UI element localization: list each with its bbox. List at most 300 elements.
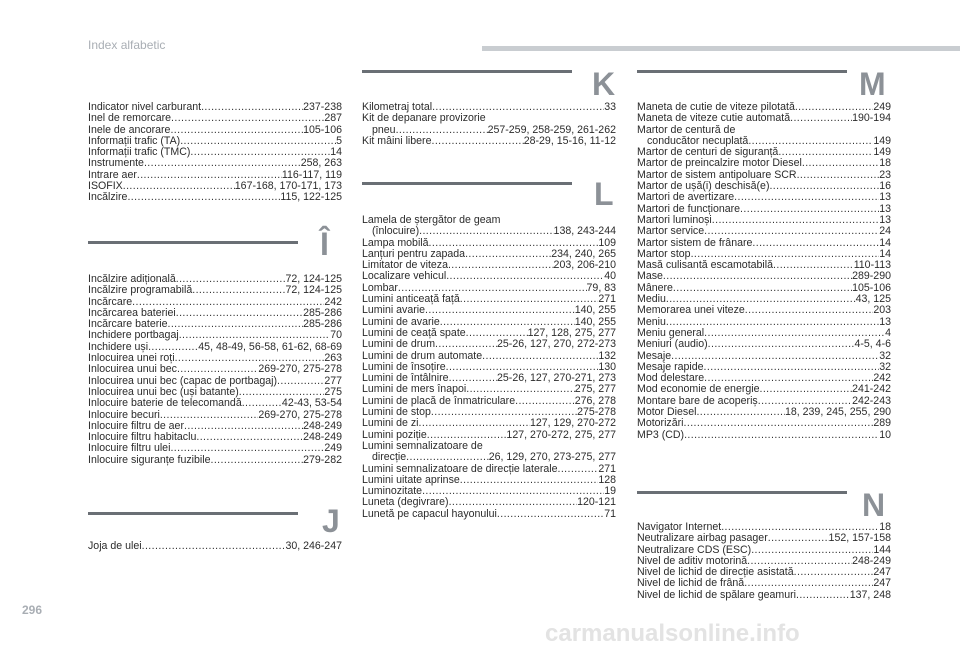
page-ref: 4-5, 4-6	[854, 339, 891, 351]
dot-leader	[179, 330, 331, 341]
page-ref: 137, 248	[849, 589, 891, 601]
page-ref: 70	[330, 330, 342, 342]
dot-leader	[177, 364, 258, 375]
index-term: Martor de centuri de siguranță	[637, 147, 779, 159]
index-term: Maneta de viteze cutie automată	[637, 113, 791, 125]
dot-leader	[432, 102, 604, 113]
index-term: Lumini de zi	[362, 418, 419, 430]
index-term: Neutralizare airbag pasager	[637, 533, 768, 545]
dot-leader	[691, 249, 880, 260]
dot-leader	[673, 283, 852, 294]
page-ref: 248-249	[303, 420, 342, 432]
index-term: Motor Diesel	[637, 407, 697, 419]
index-term: Luneta (degivrare)	[362, 497, 449, 509]
page-ref: 275-278	[577, 407, 616, 419]
index-term: Înlocuire baterie de telecomandă	[88, 398, 242, 410]
index-term: Localizare vehicul	[362, 271, 447, 283]
index-term: Martori luminoși	[637, 214, 712, 226]
index-term: Înlocuire siguranțe fuzibile	[88, 454, 211, 466]
dot-leader	[431, 407, 577, 418]
page-ref: 234, 240, 265	[551, 248, 616, 260]
index-entry	[88, 319, 342, 330]
index-entry	[362, 294, 616, 305]
index-term: Inele de ancorare	[88, 124, 171, 136]
index-entry	[88, 455, 342, 466]
dot-leader	[429, 238, 599, 249]
index-entry	[88, 170, 342, 181]
page-ref: 72, 124-125	[285, 285, 342, 297]
index-entry	[362, 125, 616, 136]
index-entry	[637, 238, 891, 249]
section-rule-m	[637, 70, 847, 73]
page-ref: 144	[873, 544, 891, 556]
index-term: Lumini de avarie	[362, 316, 440, 328]
index-term: Lumini de întâlnire	[362, 373, 449, 385]
index-entry	[362, 317, 616, 328]
dot-leader	[242, 398, 282, 409]
index-entry	[362, 373, 616, 384]
index-block-j	[88, 541, 342, 552]
page-ref: 289-290	[852, 271, 891, 283]
page-ref: 105-106	[303, 124, 342, 136]
index-entry	[637, 260, 891, 271]
dot-leader	[778, 147, 873, 158]
index-entry	[362, 396, 616, 407]
dot-leader	[176, 308, 303, 319]
index-term: MP3 (CD)	[637, 429, 685, 441]
index-term: Mesaje	[637, 350, 672, 362]
index-block-l	[362, 215, 616, 520]
page-ref: 241-242	[852, 384, 891, 396]
page-ref: 140, 255	[574, 316, 616, 328]
page-ref: 32	[879, 361, 891, 373]
dot-leader	[663, 271, 852, 282]
dot-leader	[558, 464, 599, 475]
index-entry	[362, 497, 616, 508]
index-term: Lumini de drum automate	[362, 350, 483, 362]
dot-leader	[769, 181, 879, 192]
index-term: Informații trafic (TMC)	[88, 147, 191, 159]
dot-leader	[712, 215, 879, 226]
index-entry	[88, 125, 342, 136]
index-entry	[362, 418, 616, 429]
dot-leader	[160, 410, 259, 421]
page-ref: 263	[324, 353, 342, 365]
index-entry	[88, 364, 342, 375]
dot-leader	[184, 421, 303, 432]
dot-leader	[768, 533, 829, 544]
page-ref: 271	[598, 463, 616, 475]
section-rule-i	[88, 241, 298, 244]
dot-leader	[448, 260, 554, 271]
index-term: Luminozitate	[362, 486, 423, 498]
index-entry	[362, 136, 616, 147]
page-ref: 130	[598, 361, 616, 373]
index-term: Încălzire	[88, 192, 128, 204]
index-term: Informații trafic (TA)	[88, 135, 181, 147]
page-ref: 25-26, 127, 270-271, 273	[497, 373, 616, 385]
index-term: Martori de avertizare	[637, 192, 735, 204]
page-ref: 285-286	[303, 319, 342, 331]
dot-leader	[704, 373, 873, 384]
index-term: ISOFIX	[88, 181, 123, 193]
index-term: Navigator Internet	[637, 522, 722, 533]
page-ref: 42-43, 53-54	[281, 398, 342, 410]
index-entry	[637, 590, 891, 601]
dot-leader	[406, 452, 489, 463]
page-ref: 71	[604, 508, 616, 520]
dot-leader	[239, 387, 325, 398]
index-term: Lumini de placă de înmatriculare	[362, 395, 516, 407]
dot-leader	[175, 353, 325, 364]
index-entry	[362, 384, 616, 395]
index-block-k	[362, 102, 616, 147]
index-term: Lumini de însoțire	[362, 361, 446, 373]
page-ref: 279-282	[303, 454, 342, 466]
index-entry	[362, 351, 616, 362]
index-entry	[637, 418, 891, 429]
page-ref: 276, 278	[574, 395, 616, 407]
page-ref: 242-243	[852, 395, 891, 407]
index-entry	[362, 249, 616, 260]
page-ref: 23	[879, 169, 891, 181]
page-ref: 138, 243-244	[553, 226, 616, 238]
dot-leader	[666, 294, 856, 305]
dot-leader	[422, 486, 604, 497]
page-ref: 45, 48-49, 56-58, 61-62, 68-69	[198, 341, 342, 353]
page-number: 296	[22, 603, 43, 617]
index-term: Martor de preincalzire motor Diesel	[637, 158, 802, 170]
page-ref: 247	[873, 567, 891, 579]
dot-leader	[752, 238, 879, 249]
page-ref: 190-194	[852, 113, 891, 125]
page-ref: 127, 270-272, 275, 277	[506, 429, 616, 441]
index-term: Mânere	[637, 282, 673, 294]
dot-leader	[797, 170, 880, 181]
index-block-m	[637, 102, 891, 441]
page-ref: 277	[324, 375, 342, 387]
index-entry	[88, 330, 342, 341]
index-term: Închidere uși	[88, 341, 149, 353]
index-entry	[637, 136, 891, 147]
section-rule-k	[362, 70, 572, 73]
index-entry	[637, 158, 891, 169]
index-entry	[88, 443, 342, 454]
index-term: Lumini de stop	[362, 407, 431, 419]
index-term: Lampa mobilă	[362, 237, 429, 249]
index-term: Martor de sistem antipoluare SCR	[637, 169, 797, 181]
index-entry	[362, 430, 616, 441]
page-ref: 110-113	[853, 260, 891, 272]
page-ref: 203	[873, 305, 891, 317]
index-entry	[88, 432, 342, 443]
dot-leader	[449, 373, 497, 384]
page-ref: 18	[879, 522, 891, 533]
page-ref: 30, 246-247	[285, 541, 342, 552]
index-block-n	[637, 522, 891, 601]
page-ref: 13	[879, 214, 891, 226]
watermark-text: carmanualsonline.info	[545, 620, 800, 647]
dot-leader	[671, 351, 879, 362]
index-entry	[362, 260, 616, 271]
index-entry	[637, 192, 891, 203]
page-ref: 249	[873, 102, 891, 113]
index-entry	[637, 305, 891, 316]
dot-leader	[794, 567, 874, 578]
index-entry	[88, 158, 342, 169]
dot-leader	[460, 294, 599, 305]
dot-leader	[127, 192, 280, 203]
index-entry	[362, 305, 616, 316]
page-ref: 167-168, 170-171, 173	[234, 181, 342, 193]
section-letter-k: K	[592, 66, 616, 102]
index-entry	[88, 541, 342, 552]
index-entry	[637, 113, 891, 124]
index-entry	[637, 351, 891, 362]
index-entry	[362, 328, 616, 339]
index-term: Încălzire programabilă	[88, 285, 193, 297]
dot-leader	[123, 181, 235, 192]
index-entry	[362, 339, 616, 350]
index-term: Mod economie de energie	[637, 384, 760, 396]
index-term: Martor stop	[637, 248, 691, 260]
index-entry	[637, 204, 891, 215]
index-term: Neutralizare CDS (ESC)	[637, 544, 752, 556]
section-rule-n	[637, 491, 847, 494]
dot-leader	[449, 497, 578, 508]
page-ref: 248-249	[303, 432, 342, 444]
dot-leader	[148, 342, 198, 353]
dot-leader	[398, 283, 587, 294]
page-ref: 127, 129, 270-272	[529, 418, 616, 430]
index-term: Încărcare baterie	[88, 319, 168, 331]
page-ref: 5	[336, 135, 342, 147]
page-ref: 249	[324, 443, 342, 455]
index-term: Martori de funcționare	[637, 203, 741, 215]
index-term: Lumini de drum	[362, 339, 436, 351]
index-entry	[88, 297, 342, 308]
index-term: Kilometraj total	[362, 102, 433, 113]
index-term: Montare bare de acoperiș	[637, 395, 758, 407]
index-entry	[88, 102, 342, 113]
page-ref: 275	[324, 386, 342, 398]
page-ref: 120-121	[577, 497, 616, 509]
index-term: Mesaje rapide	[637, 361, 704, 373]
dot-leader	[790, 113, 852, 124]
index-term: Nivel de aditiv motorină	[637, 555, 748, 567]
page-ref: 24	[879, 226, 891, 238]
dot-leader	[440, 317, 575, 328]
dot-leader	[704, 328, 885, 339]
dot-leader	[760, 384, 853, 395]
index-entry	[637, 545, 891, 556]
dot-leader	[196, 432, 303, 443]
index-entry	[88, 285, 342, 296]
dot-leader	[751, 545, 873, 556]
page-ref: 14	[330, 147, 342, 159]
index-term: Instrumente	[88, 158, 144, 170]
dot-leader	[704, 226, 879, 237]
dot-leader	[802, 158, 879, 169]
index-term: Intrare aer	[88, 169, 137, 181]
index-entry	[637, 215, 891, 226]
page-ref: 32	[879, 350, 891, 362]
dot-leader	[446, 362, 599, 373]
index-term: Lunetă pe capacul hayonului	[362, 508, 497, 520]
page-ref: 14	[879, 237, 891, 249]
page-ref: 242	[324, 296, 342, 308]
dot-leader	[176, 274, 286, 285]
index-entry	[637, 339, 891, 350]
section-letter-j: J	[322, 503, 340, 539]
dot-leader	[796, 590, 850, 601]
index-entry	[88, 113, 342, 124]
page-ref: 287	[324, 113, 342, 125]
dot-leader	[745, 305, 874, 316]
index-entry	[637, 567, 891, 578]
section-rule-l	[362, 182, 572, 185]
page-ref: 28-29, 15-16, 11-12	[523, 135, 616, 147]
index-term: Înlocuirea unui bec (capac de portbagaj)	[88, 375, 278, 387]
page-ref: 72, 124-125	[285, 274, 342, 285]
index-block-i-circumflex	[88, 274, 342, 466]
index-entry	[88, 376, 342, 387]
page-header-title: Index alfabetic	[88, 38, 166, 52]
page-ref: 132	[598, 350, 616, 362]
page-ref: 257-259, 258-259, 261-262	[487, 124, 616, 136]
index-term: Nivel de lichid de direcție asistată	[637, 567, 794, 579]
index-entry	[637, 430, 891, 441]
dot-leader	[180, 136, 336, 147]
index-entry	[637, 181, 891, 192]
page-ref: 79, 83	[586, 282, 616, 294]
page-ref: 289	[873, 418, 891, 430]
page-ref: 13	[879, 203, 891, 215]
dot-leader	[277, 376, 324, 387]
page-ref: 25-26, 127, 270, 272-273	[497, 339, 616, 351]
dot-leader	[747, 556, 852, 567]
section-letter-n: N	[862, 487, 886, 523]
page-ref: 33	[604, 102, 616, 113]
dot-leader	[497, 509, 604, 520]
page-ref: 128	[598, 474, 616, 486]
page-ref: 19	[604, 486, 616, 498]
page-ref: 275, 277	[574, 384, 616, 396]
index-entry	[362, 226, 616, 237]
dot-leader	[211, 455, 304, 466]
page-ref: 149	[873, 147, 891, 159]
dot-leader	[795, 102, 873, 113]
index-entry	[637, 328, 891, 339]
index-entry	[88, 274, 342, 285]
index-term: Înlocuirea unui bec (uși batante)	[88, 386, 239, 398]
index-term: Nivel de lichid de spălare geamuri	[637, 589, 796, 601]
index-entry	[637, 317, 891, 328]
page-ref: 10	[879, 429, 891, 441]
dot-leader	[168, 319, 304, 330]
dot-leader	[132, 297, 324, 308]
index-entry	[362, 283, 616, 294]
page-ref: 152, 157-158	[828, 533, 891, 545]
index-entry	[88, 398, 342, 409]
dot-leader	[419, 418, 530, 429]
index-entry	[88, 136, 342, 147]
dot-leader	[142, 541, 286, 552]
dot-leader	[170, 125, 303, 136]
index-term: Memorarea unei viteze	[637, 305, 745, 317]
dot-leader	[466, 328, 528, 339]
page-ref: 115, 122-125	[280, 192, 342, 204]
index-entry	[362, 271, 616, 282]
index-entry	[362, 215, 616, 226]
index-entry	[637, 362, 891, 373]
page-ref: 258, 263	[300, 158, 342, 170]
dot-leader	[190, 147, 330, 158]
dot-leader	[721, 522, 879, 533]
dot-leader	[515, 396, 575, 407]
dot-leader	[740, 204, 879, 215]
dot-leader	[482, 351, 598, 362]
index-term: Înlocuire filtru ulei	[88, 443, 171, 455]
dot-leader	[708, 339, 855, 350]
dot-leader	[696, 407, 785, 418]
index-entry	[362, 441, 616, 452]
page-ref: 237-238	[303, 102, 342, 113]
page-ref: 16	[879, 181, 891, 193]
index-entry	[637, 283, 891, 294]
index-entry	[637, 384, 891, 395]
index-term: Lamela de ștergător de geam	[362, 215, 501, 226]
dot-leader	[744, 578, 873, 589]
dot-leader	[734, 192, 879, 203]
index-entry	[362, 475, 616, 486]
index-entry	[637, 102, 891, 113]
index-term: Joja de ulei	[88, 541, 142, 552]
index-entry	[362, 102, 616, 113]
index-term: (înlocuire)	[372, 226, 420, 238]
index-entry	[88, 147, 342, 158]
index-entry	[637, 249, 891, 260]
dot-leader	[431, 136, 523, 147]
index-entry	[88, 342, 342, 353]
dot-leader	[460, 475, 599, 486]
index-term: Încărcarea bateriei	[88, 307, 176, 319]
page-ref: 26, 129, 270, 273-275, 277	[488, 452, 616, 464]
page-ref: 247	[873, 578, 891, 590]
index-entry	[637, 125, 891, 136]
index-entry	[88, 192, 342, 203]
index-term: Meniu	[637, 316, 666, 328]
dot-leader	[748, 136, 873, 147]
index-term: Lumini de ceață spate	[362, 327, 466, 339]
dot-leader	[396, 125, 488, 136]
page-ref: 203, 206-210	[553, 260, 616, 272]
index-term: Meniuri (audio)	[637, 339, 708, 351]
page-ref: 18	[879, 158, 891, 170]
index-term: Încărcare	[88, 296, 133, 308]
index-entry	[637, 407, 891, 418]
index-term: Maneta de cutie de viteze pilotată	[637, 102, 795, 113]
dot-leader	[773, 260, 854, 271]
index-entry	[637, 147, 891, 158]
page-ref: 43, 125	[855, 294, 891, 306]
index-term: Martor service	[637, 226, 705, 238]
index-entry	[362, 509, 616, 520]
index-term: Kit de depanare provizorie	[362, 113, 486, 125]
index-term: Lumini uitate aprinse	[362, 474, 460, 486]
page-ref: 4	[885, 327, 891, 339]
dot-leader	[704, 362, 880, 373]
